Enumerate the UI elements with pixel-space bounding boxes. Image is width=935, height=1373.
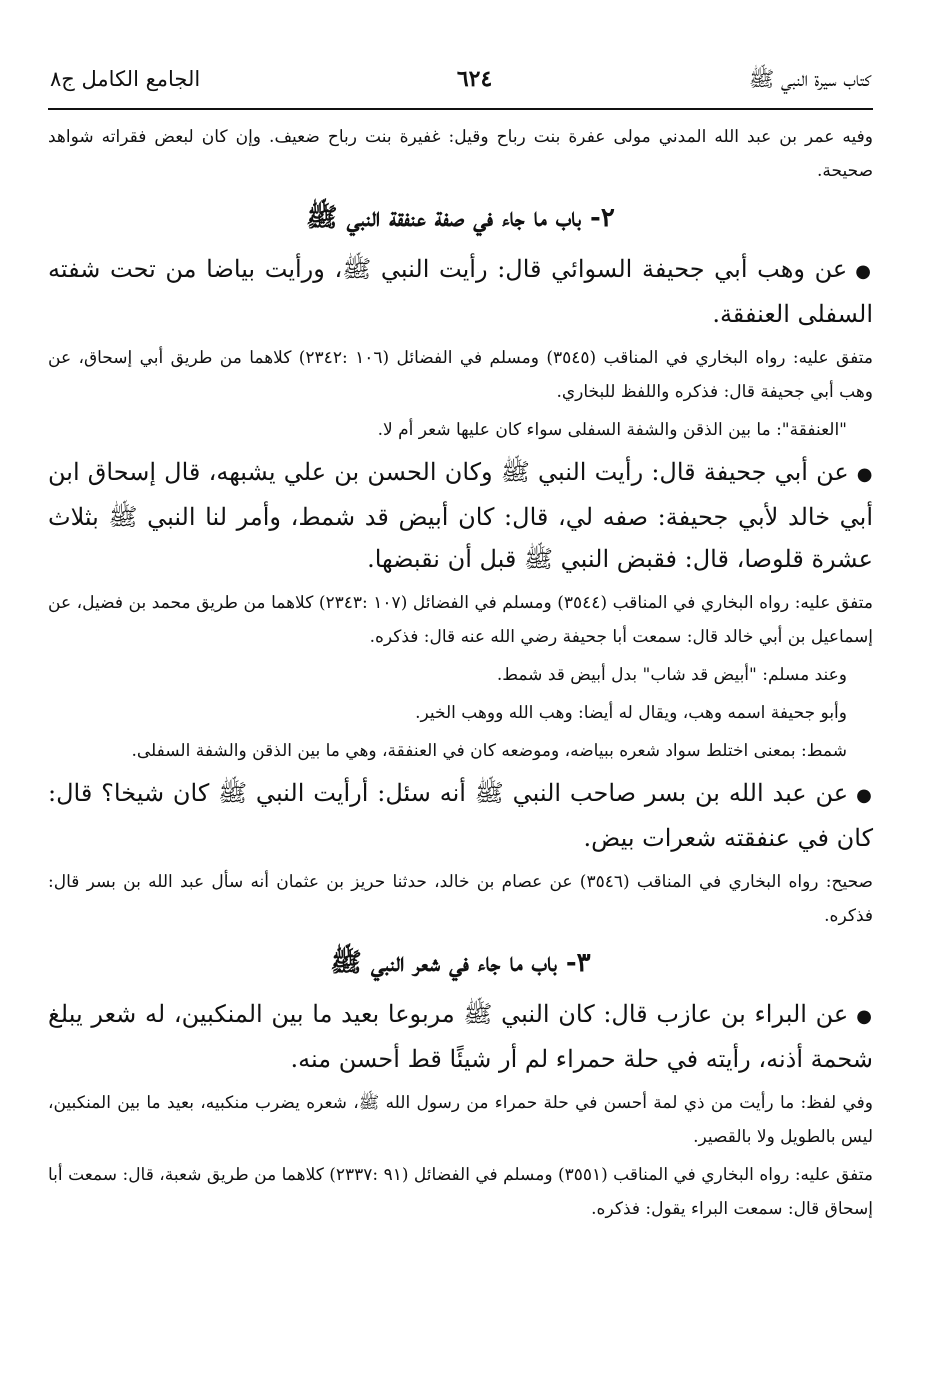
note-paragraph: وعند مسلم: "أبيض قد شاب" بدل أبيض قد شمط. (496, 665, 847, 685)
page-header (48, 66, 873, 110)
hadith-paragraph (48, 451, 873, 580)
note-paragraph: شمط: بمعنى اختلط سواد شعره ببياضه، وموضعه كان في العنفقة، وهي ما بين الذقن والشفة السفلى. (131, 741, 847, 761)
bullet-icon: ● (855, 261, 873, 282)
bullet-icon: ● (856, 785, 873, 806)
hadith-paragraph (48, 248, 873, 335)
note-paragraph: صحيح: رواه البخاري في المناقب (٣٥٤٦) عن عصام بن خالد، حدثنا حريز بن عثمان أنه سأل عبد الله بن بسر قال: فذكره. (48, 872, 873, 926)
note-paragraph: وفي لفظ: ما رأيت من ذي لمة أحسن في حلة حمراء من رسول الله ﷺ، شعره يضرب منكبيه، بعيد ما بين المنكبين، ليس بالطويل ولا بالقصير. (48, 1093, 873, 1147)
note-paragraph: وأبو جحيفة اسمه وهب، ويقال له أيضا: وهب الله ووهب الخير. (415, 703, 847, 723)
hadith-paragraph (48, 993, 873, 1080)
section-heading: ٢- باب ما جاء في صفة عنفقة النبي ﷺ (306, 203, 615, 233)
page-content (48, 110, 873, 1226)
note-paragraph: متفق عليه: رواه البخاري في المناقب (٣٥٤٥) ومسلم في الفضائل (١٠٦ :٢٣٤٢) كلاهما من طريق أبي إسحاق، عن وهب أبي جحيفة قال: فذكره واللفظ للبخاري. (48, 348, 874, 402)
note-paragraph: وفيه عمر بن عبد الله المدني مولى عفرة بنت رباح وقيل: غفيرة بنت رباح ضعيف. وإن كان لبعض فقراته شواهد صحيحة. (48, 127, 873, 181)
hadith-paragraph (48, 772, 873, 859)
book-page (48, 66, 873, 1353)
hadith-text: عن أبي جحيفة قال: رأيت النبي ﷺ وكان الحسن بن علي يشبهه، قال إسحاق ابن أبي خالد لأبي جحيفة: صفه لي، قال: كان أبيض قد شمط، وأمر لنا النبي ﷺ بثلاث عشرة قلوصا، قال: فقبض النبي ﷺ قبل أن نقبضها. (48, 458, 874, 573)
hadith-text: عن عبد الله بن بسر صاحب النبي ﷺ أنه سئل: أرأيت النبي ﷺ كان شيخا؟ قال: كان في عنفقته شعرات بيض. (48, 779, 873, 852)
bullet-icon: ● (856, 464, 873, 485)
bullet-icon: ● (856, 1006, 873, 1027)
hadith-text: عن البراء بن عازب قال: كان النبي ﷺ مربوعا بعيد ما بين المنكبين، له شعر يبلغ شحمة أذنه، رأيته في حلة حمراء لم أر شيئًا قط أحسن منه. (48, 1000, 873, 1073)
section-heading: ٣- باب ما جاء في شعر النبي ﷺ (330, 948, 591, 978)
header-book-title: كتاب سيرة النبي ﷺ (748, 67, 871, 91)
note-paragraph: متفق عليه: رواه البخاري في المناقب (٣٥٥١) ومسلم في الفضائل (٩١ :٢٣٣٧) كلاهما من طريق شعبة، قال: سمعت أبا إسحاق قال: سمعت البراء يقول: فذكره. (48, 1165, 873, 1219)
note-paragraph: متفق عليه: رواه البخاري في المناقب (٣٥٤٤) ومسلم في الفضائل (١٠٧ :٢٣٤٣) كلاهما من طريق محمد بن فضيل، عن إسماعيل بن أبي خالد قال: سمعت أبا جحيفة رضي الله عنه قال: فذكره. (48, 593, 874, 647)
header-volume-title: الجامع الكامل ج٨ (50, 67, 201, 91)
hadith-text: عن وهب أبي جحيفة السوائي قال: رأيت النبي ﷺ، ورأيت بياضا من تحت شفته السفلى العنفقة. (48, 255, 873, 328)
note-paragraph: "العنفقة": ما بين الذقن والشفة السفلى سواء كان عليها شعر أم لا. (377, 420, 847, 440)
page-number: ٦٢٤ (456, 66, 493, 92)
